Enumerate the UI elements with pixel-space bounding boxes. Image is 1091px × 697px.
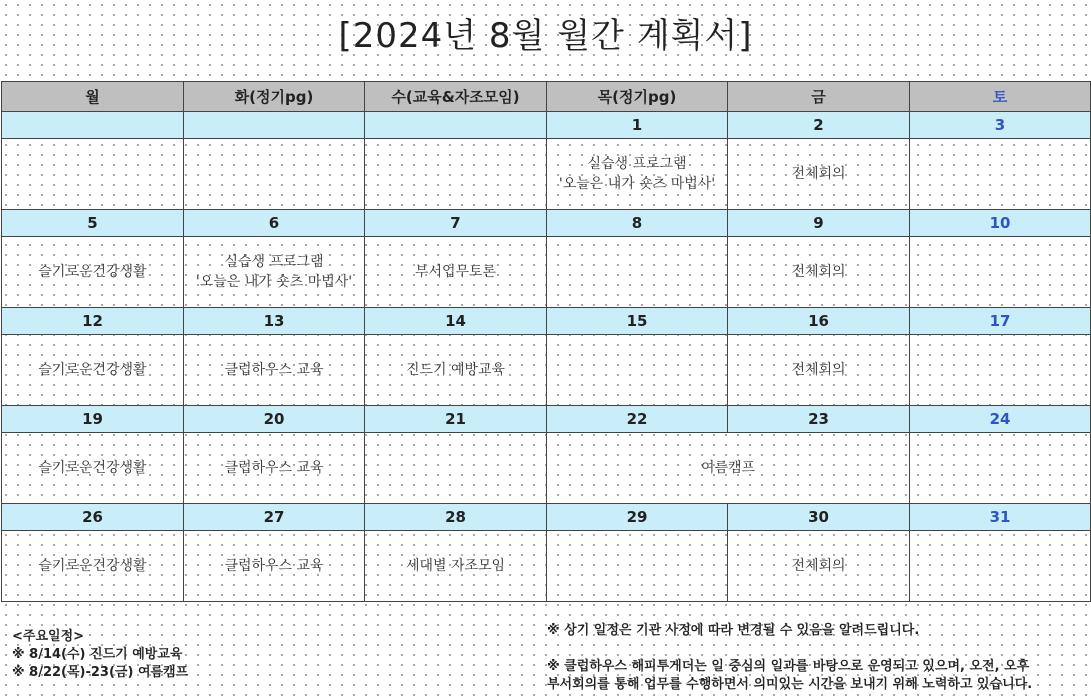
date-cell: 2	[728, 112, 910, 139]
page-title: [2024년 8월 월간 계획서]	[338, 16, 753, 56]
date-cell: 30	[728, 504, 910, 531]
key-schedule-heading: <주요일정>	[12, 629, 85, 644]
event-cell	[910, 335, 1091, 406]
event-cell: 슬기로운건강생활	[2, 335, 184, 406]
event-cell	[910, 531, 1091, 602]
event-cell	[910, 433, 1091, 504]
event-cell: 슬기로운건강생활	[2, 237, 184, 308]
event-cell: 전체회의	[728, 531, 910, 602]
event-cell	[365, 433, 547, 504]
weekday-fri: 금	[728, 82, 910, 112]
key-schedule-item: ※ 8/22(목)-23(금) 여름캠프	[12, 665, 189, 680]
date-row	[2, 112, 1091, 139]
event-row	[2, 433, 1091, 504]
event-cell: 전체회의	[728, 335, 910, 406]
date-cell	[2, 112, 184, 139]
date-row	[2, 308, 1091, 335]
event-cell: 클럽하우스 교육	[184, 531, 365, 602]
notice-notes	[547, 622, 1087, 694]
event-cell: 실습생 프로그램 '오늘은 내가 숏츠 마법사'	[547, 139, 728, 210]
weekday-sat: 토	[910, 82, 1091, 112]
date-cell: 27	[184, 504, 365, 531]
event-cell: 클럽하우스 교육	[184, 335, 365, 406]
event-cell	[910, 139, 1091, 210]
date-row	[2, 210, 1091, 237]
event-cell	[910, 237, 1091, 308]
date-cell: 29	[547, 504, 728, 531]
event-cell: 부서업무토론	[365, 237, 547, 308]
weekday-tue: 화(정기pg)	[184, 82, 365, 112]
event-cell	[2, 139, 184, 210]
date-cell: 14	[365, 308, 547, 335]
date-cell	[184, 112, 365, 139]
date-row	[2, 406, 1091, 433]
key-schedule-notes	[12, 628, 188, 682]
date-cell: 15	[547, 308, 728, 335]
event-cell	[184, 139, 365, 210]
date-cell: 22	[547, 406, 728, 433]
event-row	[2, 139, 1091, 210]
date-cell: 12	[2, 308, 184, 335]
date-cell-saturday: 3	[910, 112, 1091, 139]
event-cell: 진드기 예방교육	[365, 335, 547, 406]
event-cell	[547, 237, 728, 308]
date-cell: 13	[184, 308, 365, 335]
date-cell: 23	[728, 406, 910, 433]
key-schedule-item: ※ 8/14(수) 진드기 예방교육	[12, 647, 183, 662]
date-cell: 20	[184, 406, 365, 433]
event-cell	[547, 335, 728, 406]
weekday-mon: 월	[2, 82, 184, 112]
date-cell-saturday: 10	[910, 210, 1091, 237]
date-cell: 5	[2, 210, 184, 237]
event-row	[2, 531, 1091, 602]
date-row	[2, 504, 1091, 531]
date-cell: 26	[2, 504, 184, 531]
notice-line: 부서회의를 통해 업무를 수행하면서 의미있는 시간을 보내기 위해 노력하고 있습니다.	[547, 677, 1033, 692]
date-cell: 8	[547, 210, 728, 237]
event-cell-summer-camp: 여름캠프	[547, 433, 910, 504]
event-row	[2, 237, 1091, 308]
event-cell: 세대별 자조모임	[365, 531, 547, 602]
event-cell: 클럽하우스 교육	[184, 433, 365, 504]
weekday-thu: 목(정기pg)	[547, 82, 728, 112]
event-cell: 슬기로운건강생활	[2, 433, 184, 504]
date-cell: 19	[2, 406, 184, 433]
monthly-calendar	[1, 81, 1091, 602]
date-cell: 21	[365, 406, 547, 433]
notice-line: ※ 상기 일정은 기관 사정에 따라 변경될 수 있음을 알려드립니다.	[547, 623, 920, 638]
event-cell: 전체회의	[728, 139, 910, 210]
event-cell: 실습생 프로그램 '오늘은 내가 숏츠 마법사'	[184, 237, 365, 308]
weekday-wed: 수(교육&자조모임)	[365, 82, 547, 112]
date-cell: 9	[728, 210, 910, 237]
notice-line: ※ 클럽하우스 해피투게더는 일 중심의 일과를 바탕으로 운영되고 있으며, 오전, 오후	[547, 659, 1030, 674]
date-cell: 1	[547, 112, 728, 139]
date-cell: 28	[365, 504, 547, 531]
date-cell	[365, 112, 547, 139]
event-cell	[365, 139, 547, 210]
date-cell: 7	[365, 210, 547, 237]
weekday-header-row	[2, 82, 1091, 112]
date-cell-saturday: 17	[910, 308, 1091, 335]
date-cell-saturday: 31	[910, 504, 1091, 531]
event-row	[2, 335, 1091, 406]
event-cell: 전체회의	[728, 237, 910, 308]
event-cell: 슬기로운건강생활	[2, 531, 184, 602]
event-cell	[547, 531, 728, 602]
date-cell: 16	[728, 308, 910, 335]
date-cell-saturday: 24	[910, 406, 1091, 433]
date-cell: 6	[184, 210, 365, 237]
